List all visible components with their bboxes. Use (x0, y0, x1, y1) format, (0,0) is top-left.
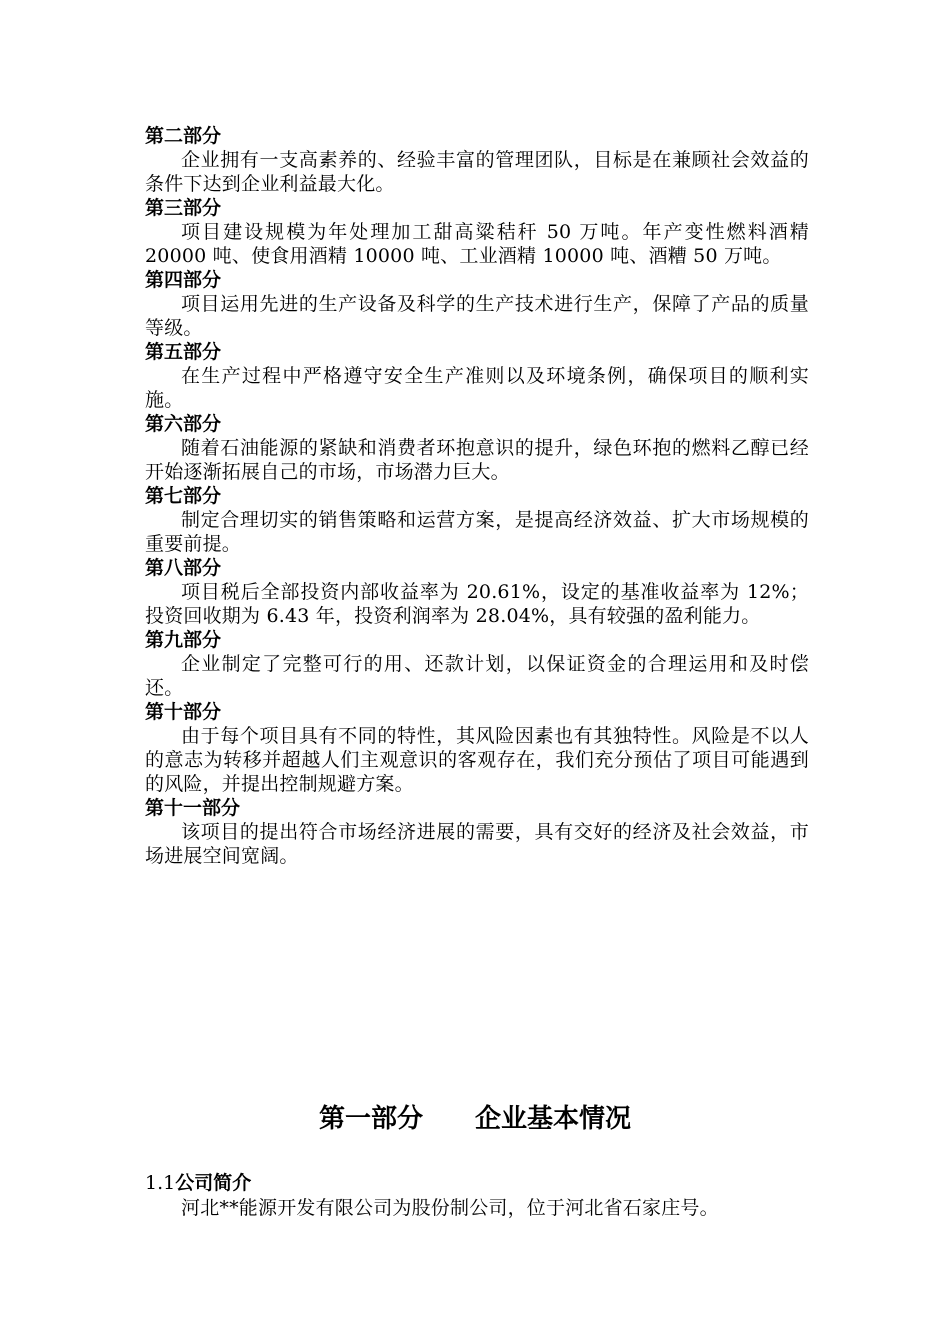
summary-sections (145, 124, 809, 868)
section-text: 在生产过程中严格遵守安全生产准则以及环境条例，确保项目的顺利实施。 (145, 365, 809, 411)
section-text: 随着石油能源的紧缺和消费者环抱意识的提升，绿色环抱的燃料乙醇已经开始逐渐拓展自己的市场，市场潜力巨大。 (145, 437, 809, 483)
subsection-number: 1.1 (145, 1172, 176, 1194)
section-heading: 第七部分 (145, 485, 222, 507)
section-text: 项目建设规模为年处理加工甜高粱秸秆 50 万吨。年产变性燃料酒精 20000 吨、使食用酒精 10000 吨、工业酒精 10000 吨、酒糟 50 万吨。 (145, 221, 809, 267)
subsection-text: 河北**能源开发有限公司为股份制公司，位于河北省石家庄号。 (181, 1197, 719, 1219)
subsection-heading (145, 1170, 809, 1196)
part-title: 第一部分 企业基本情况 (318, 1104, 631, 1134)
section-heading: 第十部分 (145, 701, 222, 723)
company-intro-section (145, 1170, 809, 1220)
section-text: 企业制定了完整可行的用、还款计划，以保证资金的合理运用和及时偿还。 (145, 653, 809, 699)
subsection-title: 公司简介 (175, 1172, 252, 1194)
section-heading: 第九部分 (145, 629, 222, 651)
section-heading: 第四部分 (145, 269, 222, 291)
section-text: 项目税后全部投资内部收益率为 20.61%，设定的基准收益率为 12%；投资回收期为 6.43 年，投资利润率为 28.04%，具有较强的盈利能力。 (145, 581, 809, 627)
section-heading: 第二部分 (145, 125, 222, 147)
section-heading: 第八部分 (145, 557, 222, 579)
section-text: 由于每个项目具有不同的特性，其风险因素也有其独特性。风险是不以人的意志为转移并超越人们主观意识的客观存在，我们充分预估了项目可能遇到的风险，并提出控制规避方案。 (145, 725, 809, 795)
section-text: 该项目的提出符合市场经济进展的需要，具有交好的经济及社会效益，市场进展空间宽阔。 (145, 821, 809, 867)
section-text: 企业拥有一支高素养的、经验丰富的管理团队，目标是在兼顾社会效益的条件下达到企业利益最大化。 (145, 149, 809, 195)
section-heading: 第三部分 (145, 197, 222, 219)
section-heading: 第五部分 (145, 341, 222, 363)
section-heading: 第六部分 (145, 413, 222, 435)
section-heading: 第十一部分 (145, 797, 241, 819)
section-text: 项目运用先进的生产设备及科学的生产技术进行生产，保障了产品的质量等级。 (145, 293, 809, 339)
section-text: 制定合理切实的销售策略和运营方案，是提高经济效益、扩大市场规模的重要前提。 (145, 509, 809, 555)
